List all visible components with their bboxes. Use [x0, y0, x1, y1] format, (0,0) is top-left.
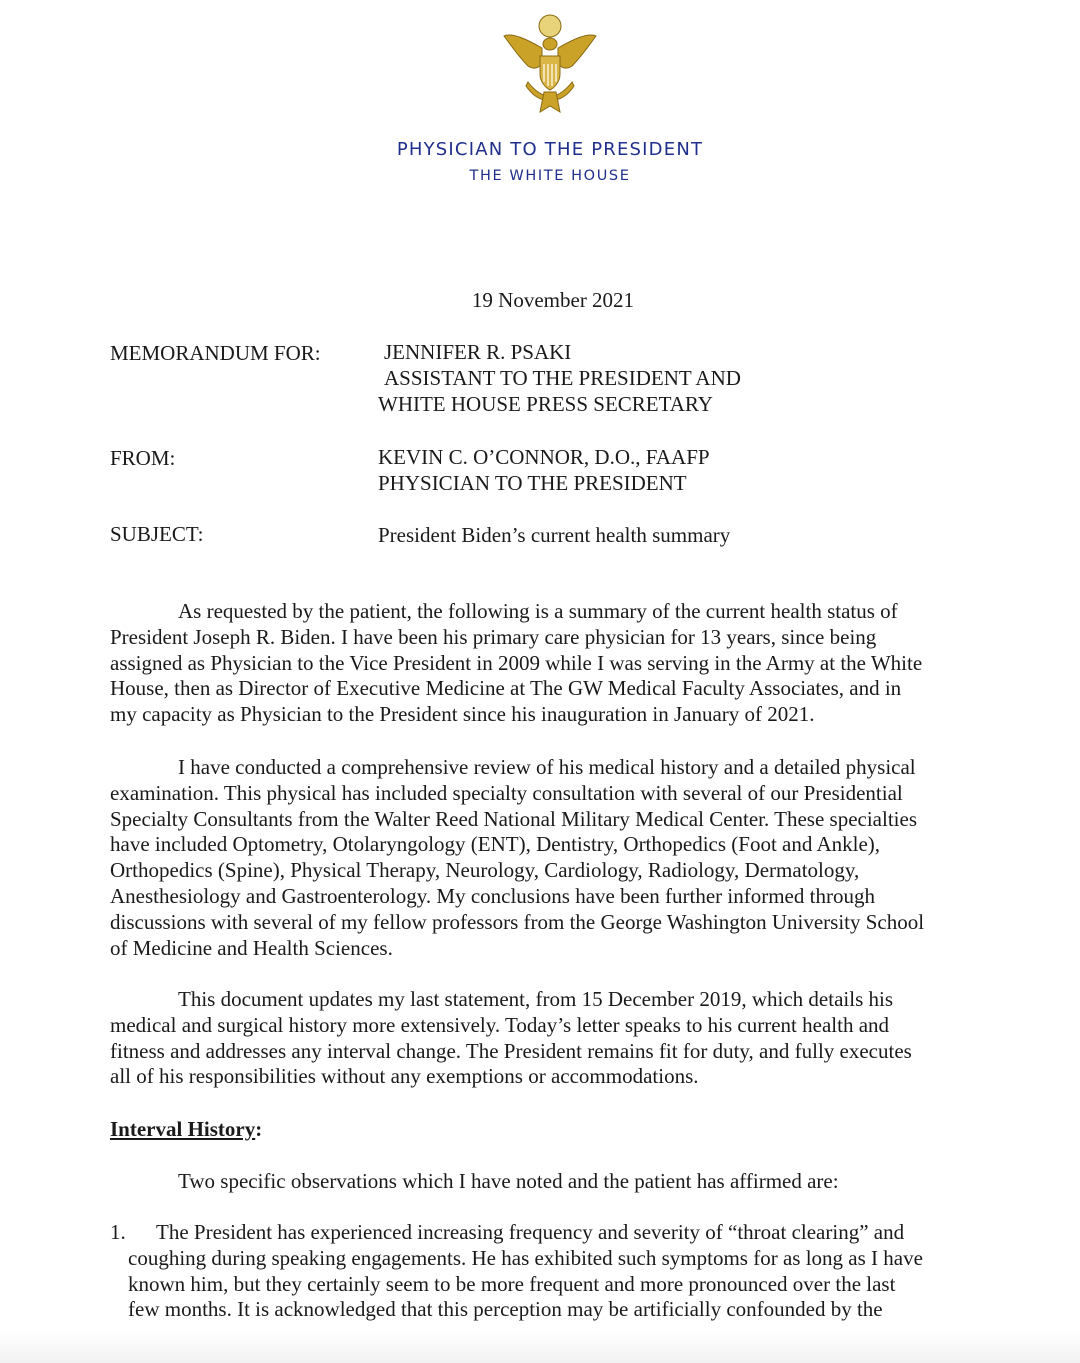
sender-line: PHYSICIAN TO THE PRESIDENT — [378, 471, 687, 495]
paragraph-line: medical and surgical history more extensively. Today’s letter speaks to his current health and — [110, 1012, 890, 1037]
list-item-number: 1. — [110, 1220, 126, 1244]
paragraph-3 — [110, 987, 1010, 1090]
paragraph-line: President Joseph R. Biden. I have been his primary care physician for 13 years, since being — [110, 624, 877, 649]
paragraph-line: all of his responsibilities without any exemptions or accommodations. — [110, 1064, 699, 1089]
list-item-line: coughing during speaking engagements. He has exhibited such symptoms for as long as I have — [128, 1245, 923, 1270]
paragraph-line: fitness and addresses any interval change. The President remains fit for duty, and fully executes — [110, 1038, 912, 1063]
paragraph-line: Anesthesiology and Gastroenterology. My conclusions have been further informed through — [110, 883, 875, 908]
section-heading-text: Interval History — [110, 1117, 256, 1141]
paragraph-line: Specialty Consultants from the Walter Reed National Military Medical Center. These specialties — [110, 806, 917, 831]
letterhead-subtitle: THE WHITE HOUSE — [469, 168, 631, 184]
paragraph-line: This document updates my last statement, from 15 December 2019, which details his — [178, 987, 894, 1011]
paragraph-line: I have conducted a comprehensive review of his medical history and a detailed physical — [178, 755, 916, 779]
recipient-line: ASSISTANT TO THE PRESIDENT AND — [384, 366, 741, 390]
paragraph-2 — [110, 755, 1010, 961]
paragraph-line: of Medicine and Health Sciences. — [110, 935, 393, 960]
paragraph-1 — [110, 599, 1010, 728]
observations-intro — [110, 1169, 1010, 1195]
presidential-seal-icon — [498, 12, 602, 124]
section-heading — [110, 1117, 262, 1142]
memo-subject: President Biden’s current health summary — [378, 523, 731, 547]
section-heading-colon: : — [255, 1117, 263, 1141]
paragraph-line: assigned as Physician to the Vice President in 2009 while I was serving in the Army at the White — [110, 650, 923, 675]
sender-line: KEVIN C. O’CONNOR, D.O., FAAFP — [378, 445, 710, 469]
paragraph-line: examination. This physical has included specialty consultation with several of our Presidential — [110, 780, 903, 805]
page-bottom-edge — [0, 1330, 1080, 1363]
memo-for-recipient — [378, 339, 741, 417]
paragraph-line: Orthopedics (Spine), Physical Therapy, Neurology, Cardiology, Radiology, Dermatology, — [110, 858, 860, 883]
intro-line: Two specific observations which I have noted and the patient has affirmed are: — [178, 1169, 839, 1193]
list-item-line: known him, but they certainly seem to be more frequent and more pronounced over the last — [128, 1271, 896, 1296]
memo-for-label: MEMORANDUM FOR: — [110, 341, 321, 365]
paragraph-line: my capacity as Physician to the President since his inauguration in January of 2021. — [110, 702, 815, 727]
memo-from-sender — [378, 444, 710, 496]
list-item-line: few months. It is acknowledged that this perception may be artificially confounded by the — [128, 1297, 883, 1322]
recipient-line: WHITE HOUSE PRESS SECRETARY — [378, 392, 713, 416]
list-item — [128, 1220, 923, 1323]
paragraph-line: As requested by the patient, the following is a summary of the current health status of — [178, 599, 898, 623]
paragraph-line: House, then as Director of Executive Medicine at The GW Medical Faculty Associates, and in — [110, 676, 902, 701]
memo-date: 19 November 2021 — [471, 288, 635, 312]
paragraph-line: have included Optometry, Otolaryngology (ENT), Dentistry, Orthopedics (Foot and Ankle), — [110, 832, 881, 857]
paragraph-line: discussions with several of my fellow professors from the George Washington University School — [110, 909, 925, 934]
recipient-line: JENNIFER R. PSAKI — [384, 340, 572, 364]
list-item-line: The President has experienced increasing frequency and severity of “throat clearing” and — [156, 1220, 905, 1244]
memo-from-label: FROM: — [110, 446, 176, 470]
letterhead-title: PHYSICIAN TO THE PRESIDENT — [396, 139, 704, 160]
memo-subject-label: SUBJECT: — [110, 522, 204, 546]
